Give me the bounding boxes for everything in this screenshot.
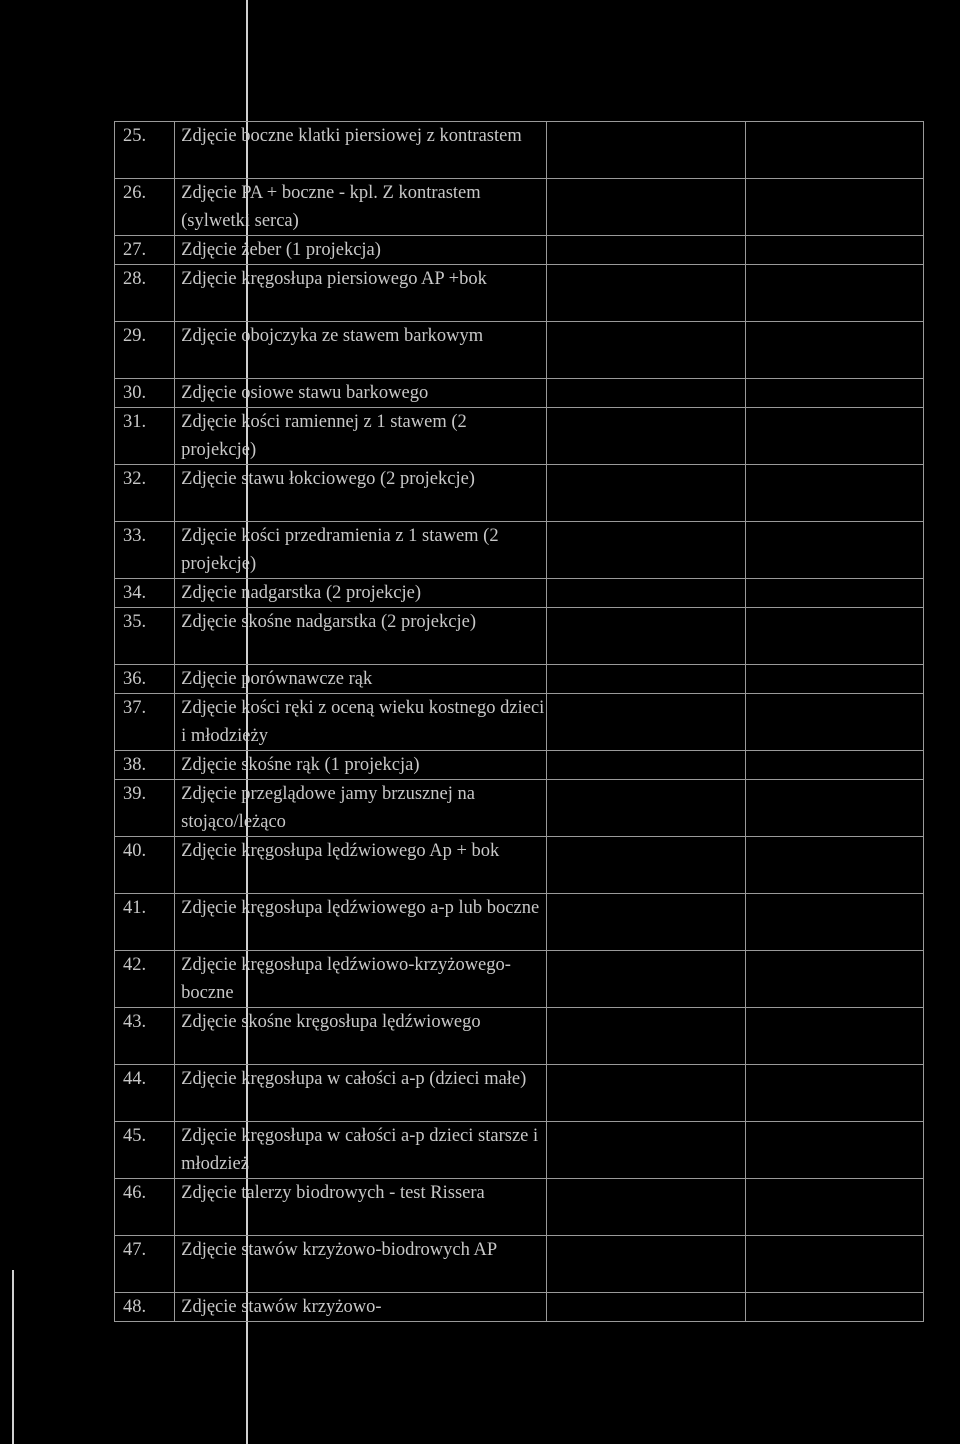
row-description: Zdjęcie żeber (1 projekcja) xyxy=(175,236,547,265)
row-number: 38. xyxy=(115,751,175,780)
row-description: Zdjęcie osiowe stawu barkowego xyxy=(175,379,547,408)
table-row xyxy=(115,522,924,579)
row-description: Zdjęcie stawów krzyżowo- xyxy=(175,1293,547,1322)
procedure-table xyxy=(114,121,924,1322)
empty-cell xyxy=(547,579,745,608)
empty-cell xyxy=(745,780,923,837)
empty-cell xyxy=(547,379,745,408)
row-number: 45. xyxy=(115,1122,175,1179)
procedure-table-body xyxy=(115,122,924,1322)
empty-cell xyxy=(745,1236,923,1293)
row-number: 27. xyxy=(115,236,175,265)
table-row xyxy=(115,122,924,179)
row-number: 43. xyxy=(115,1008,175,1065)
empty-cell xyxy=(745,1179,923,1236)
row-number: 36. xyxy=(115,665,175,694)
empty-cell xyxy=(547,1008,745,1065)
empty-cell xyxy=(745,465,923,522)
row-number: 29. xyxy=(115,322,175,379)
empty-cell xyxy=(547,265,745,322)
empty-cell xyxy=(547,522,745,579)
empty-cell xyxy=(547,694,745,751)
table-row xyxy=(115,1293,924,1322)
row-description: Zdjęcie skośne kręgosłupa lędźwiowego xyxy=(175,1008,547,1065)
empty-cell xyxy=(745,951,923,1008)
table-row xyxy=(115,837,924,894)
row-number: 44. xyxy=(115,1065,175,1122)
empty-cell xyxy=(745,408,923,465)
row-description: Zdjęcie kręgosłupa w całości a-p dzieci starsze i młodzież xyxy=(175,1122,547,1179)
empty-cell xyxy=(547,1293,745,1322)
row-description: Zdjęcie nadgarstka (2 projekcje) xyxy=(175,579,547,608)
empty-cell xyxy=(547,780,745,837)
empty-cell xyxy=(547,665,745,694)
table-row xyxy=(115,1008,924,1065)
row-description: Zdjęcie kręgosłupa lędźwiowo-krzyżowego-boczne xyxy=(175,951,547,1008)
empty-cell xyxy=(547,894,745,951)
empty-cell xyxy=(745,837,923,894)
table-row xyxy=(115,1122,924,1179)
table-row xyxy=(115,951,924,1008)
empty-cell xyxy=(745,322,923,379)
table-row xyxy=(115,1179,924,1236)
empty-cell xyxy=(745,579,923,608)
empty-cell xyxy=(547,408,745,465)
empty-cell xyxy=(547,1122,745,1179)
empty-cell xyxy=(547,608,745,665)
table-row xyxy=(115,608,924,665)
row-number: 37. xyxy=(115,694,175,751)
empty-cell xyxy=(745,1065,923,1122)
row-number: 41. xyxy=(115,894,175,951)
empty-cell xyxy=(745,236,923,265)
row-description: Zdjęcie kręgosłupa lędźwiowego Ap + bok xyxy=(175,837,547,894)
row-number: 32. xyxy=(115,465,175,522)
row-description: Zdjęcie skośne rąk (1 projekcja) xyxy=(175,751,547,780)
row-number: 31. xyxy=(115,408,175,465)
row-description: Zdjęcie boczne klatki piersiowej z kontrastem xyxy=(175,122,547,179)
row-description: Zdjęcie kręgosłupa w całości a-p (dzieci małe) xyxy=(175,1065,547,1122)
row-number: 47. xyxy=(115,1236,175,1293)
row-number: 28. xyxy=(115,265,175,322)
row-number: 48. xyxy=(115,1293,175,1322)
empty-cell xyxy=(745,1122,923,1179)
empty-cell xyxy=(547,236,745,265)
empty-cell xyxy=(745,179,923,236)
table-row xyxy=(115,322,924,379)
row-description: Zdjęcie kości przedramienia z 1 stawem (2 projekcje) xyxy=(175,522,547,579)
row-number: 34. xyxy=(115,579,175,608)
row-description: Zdjęcie talerzy biodrowych - test Rissera xyxy=(175,1179,547,1236)
empty-cell xyxy=(547,1179,745,1236)
row-description: Zdjęcie obojczyka ze stawem barkowym xyxy=(175,322,547,379)
row-number: 46. xyxy=(115,1179,175,1236)
empty-cell xyxy=(745,265,923,322)
table-row xyxy=(115,379,924,408)
row-description: Zdjęcie porównawcze rąk xyxy=(175,665,547,694)
table-row xyxy=(115,1236,924,1293)
empty-cell xyxy=(745,122,923,179)
row-number: 26. xyxy=(115,179,175,236)
empty-cell xyxy=(547,837,745,894)
table-row xyxy=(115,694,924,751)
vertical-scan-line-short xyxy=(12,1270,14,1444)
row-description: Zdjęcie stawów krzyżowo-biodrowych AP xyxy=(175,1236,547,1293)
empty-cell xyxy=(745,522,923,579)
row-number: 40. xyxy=(115,837,175,894)
row-number: 42. xyxy=(115,951,175,1008)
row-number: 35. xyxy=(115,608,175,665)
row-description: Zdjęcie kości ramiennej z 1 stawem (2 projekcje) xyxy=(175,408,547,465)
table-row xyxy=(115,780,924,837)
table-row xyxy=(115,408,924,465)
empty-cell xyxy=(547,751,745,780)
row-description: Zdjęcie kręgosłupa piersiowego AP +bok xyxy=(175,265,547,322)
row-number: 33. xyxy=(115,522,175,579)
empty-cell xyxy=(745,751,923,780)
row-description: Zdjęcie PA + boczne - kpl. Z kontrastem (sylwetki serca) xyxy=(175,179,547,236)
row-description: Zdjęcie przeglądowe jamy brzusznej na stojąco/leżąco xyxy=(175,780,547,837)
empty-cell xyxy=(745,665,923,694)
empty-cell xyxy=(745,694,923,751)
table-row xyxy=(115,236,924,265)
row-number: 25. xyxy=(115,122,175,179)
table-row xyxy=(115,751,924,780)
table-row xyxy=(115,265,924,322)
empty-cell xyxy=(745,1008,923,1065)
row-description: Zdjęcie kręgosłupa lędźwiowego a-p lub boczne xyxy=(175,894,547,951)
empty-cell xyxy=(745,379,923,408)
row-number: 39. xyxy=(115,780,175,837)
row-description: Zdjęcie kości ręki z oceną wieku kostnego dzieci i młodzieży xyxy=(175,694,547,751)
empty-cell xyxy=(547,179,745,236)
table-row xyxy=(115,894,924,951)
table-row xyxy=(115,1065,924,1122)
row-description: Zdjęcie skośne nadgarstka (2 projekcje) xyxy=(175,608,547,665)
row-number: 30. xyxy=(115,379,175,408)
table-row xyxy=(115,579,924,608)
table-row xyxy=(115,665,924,694)
empty-cell xyxy=(547,1236,745,1293)
row-description: Zdjęcie stawu łokciowego (2 projekcje) xyxy=(175,465,547,522)
empty-cell xyxy=(547,951,745,1008)
empty-cell xyxy=(547,465,745,522)
empty-cell xyxy=(547,322,745,379)
empty-cell xyxy=(745,1293,923,1322)
empty-cell xyxy=(547,1065,745,1122)
empty-cell xyxy=(745,608,923,665)
empty-cell xyxy=(547,122,745,179)
empty-cell xyxy=(745,894,923,951)
table-row xyxy=(115,465,924,522)
table-row xyxy=(115,179,924,236)
